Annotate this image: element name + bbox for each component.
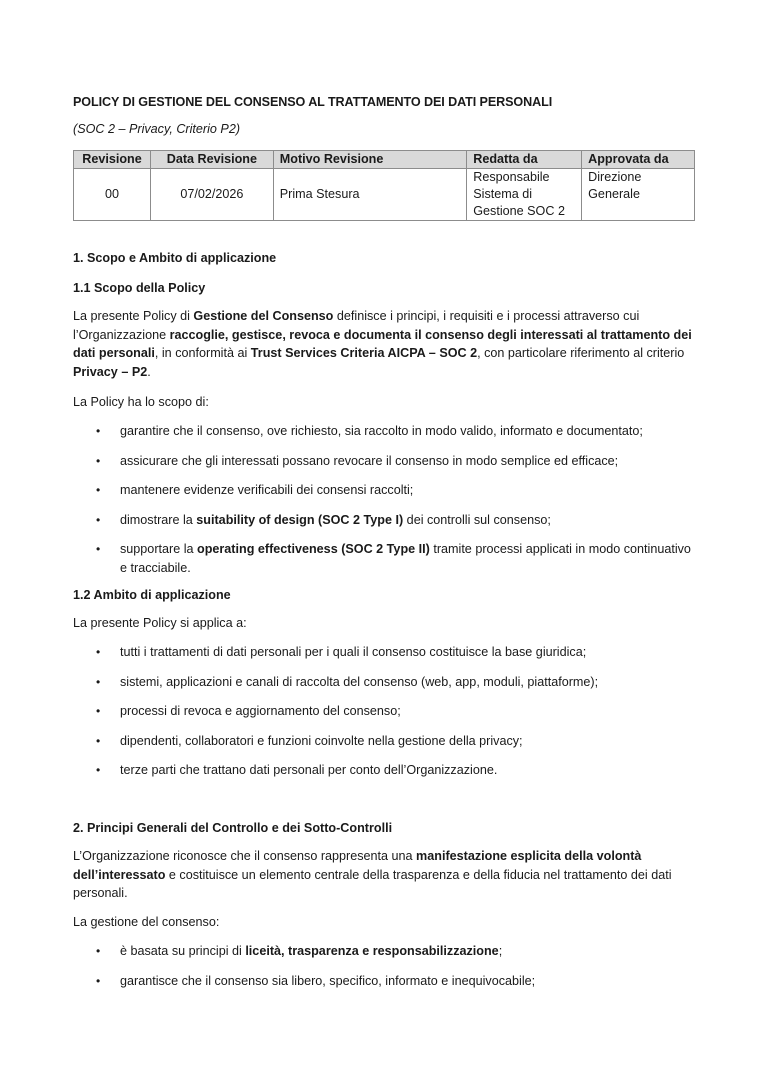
list-item	[73, 972, 698, 991]
text-run: dimostrare la	[120, 512, 197, 527]
text-run: e costituisce un elemento centrale della trasparenza e della fiducia nel trattamento dei dati personali.	[73, 867, 672, 900]
list-item	[73, 942, 698, 961]
bullet-icon: •	[96, 733, 101, 748]
list-item	[73, 673, 698, 692]
bold-run: operating effectiveness (SOC 2 Type II)	[197, 542, 430, 556]
revision-table	[73, 150, 695, 221]
text-run: è basata su principi di	[120, 944, 246, 958]
principles-list	[73, 942, 698, 990]
scope-list	[73, 422, 698, 577]
section-2-intro: La gestione del consenso:	[73, 915, 220, 929]
list-item	[73, 422, 698, 441]
bold-run: Gestione del Consenso	[193, 309, 334, 323]
list-item	[73, 643, 698, 662]
list-item-text: sistemi, applicazioni e canali di raccolta del consenso (web, app, moduli, piattaforme);	[120, 674, 599, 689]
text-run: L’Organizzazione riconosce che il consenso rappresenta una	[73, 849, 417, 863]
bullet-icon: •	[96, 704, 101, 718]
list-item	[73, 702, 698, 721]
list-item-text: processi di revoca e aggiornamento del consenso;	[120, 704, 401, 718]
list-item	[73, 481, 698, 500]
text-run: , con particolare riferimento al criterio	[477, 346, 685, 360]
section-1-1-heading: 1.1 Scopo della Policy	[73, 281, 206, 295]
bold-run: raccoglie, gestisce, revoca e documenta il consenso degli interessati al trattamento dei dati personali	[73, 327, 692, 360]
list-item	[73, 732, 698, 751]
list-item-text: tutti i trattamenti di dati personali per i quali il consenso costituisce la base giuridica;	[120, 645, 587, 659]
list-item	[73, 452, 698, 471]
cell-line: Direzione	[588, 170, 642, 184]
document-subtitle: (SOC 2 – Privacy, Criterio P2)	[73, 122, 241, 136]
bold-run: Privacy – P2	[73, 364, 148, 379]
cell-line: Sistema di	[473, 187, 533, 201]
bold-run: manifestazione esplicita della volontà dell’interessato	[73, 849, 642, 882]
cell-line: Generale	[588, 187, 640, 201]
list-item-text: dipendenti, collaboratori e funzioni coinvolte nella gestione della privacy;	[120, 733, 523, 748]
bullet-icon: •	[96, 483, 101, 497]
applicability-list	[73, 643, 698, 780]
cell-revisione: 00	[74, 169, 151, 221]
text-run: dei controlli sul consenso;	[403, 512, 551, 527]
cell-data-revisione: 07/02/2026	[150, 169, 273, 221]
bullet-icon: •	[96, 512, 101, 527]
header-redatta-da: Redatta da	[467, 151, 582, 169]
bullet-icon: •	[96, 674, 101, 689]
cell-redatta-da	[467, 169, 582, 221]
text-run: .	[147, 364, 151, 379]
document-title: POLICY DI GESTIONE DEL CONSENSO AL TRATTAMENTO DEI DATI PERSONALI	[73, 95, 553, 109]
list-item-text: assicurare che gli interessati possano revocare il consenso in modo semplice ed efficace;	[120, 453, 619, 468]
cell-line: Responsabile	[473, 170, 550, 184]
section-2-heading: 2. Principi Generali del Controllo e dei Sotto-Controlli	[73, 821, 393, 835]
text-run: tramite processi applicati in modo continuativo e tracciabile.	[120, 542, 691, 575]
revision-table-header-row	[74, 151, 695, 169]
list-item-text: garantisce che il consenso sia libero, specifico, informato e inequivocabile;	[120, 973, 536, 988]
text-run: definisce i principi, i requisiti e i processi attraverso cui l’Organizzazione	[73, 309, 640, 342]
bullet-icon: •	[96, 645, 101, 659]
list-item-text: terze parti che trattano dati personali per conto dell’Organizzazione.	[120, 763, 498, 777]
bold-run: liceità, trasparenza e responsabilizzazione	[245, 944, 499, 958]
bullet-icon: •	[96, 944, 101, 958]
list-item	[73, 540, 698, 577]
text-run: ;	[498, 944, 503, 958]
bullet-icon: •	[96, 542, 101, 556]
list-item-text: mantenere evidenze verificabili dei consensi raccolti;	[120, 483, 414, 497]
section-1-1-intro: La Policy ha lo scopo di:	[73, 395, 209, 409]
list-item	[73, 761, 698, 780]
header-motivo-revisione: Motivo Revisione	[273, 151, 466, 169]
header-data-revisione: Data Revisione	[150, 151, 273, 169]
bullet-icon: •	[96, 973, 101, 988]
bullet-icon: •	[96, 424, 101, 438]
header-revisione: Revisione	[74, 151, 151, 169]
bold-run: suitability of design (SOC 2 Type I)	[196, 512, 404, 527]
bullet-icon: •	[96, 453, 101, 468]
cell-line: Gestione SOC 2	[473, 204, 565, 218]
cell-approvata-da	[582, 169, 695, 221]
bullet-icon: •	[96, 763, 101, 777]
section-1-1-paragraph	[73, 307, 698, 381]
list-item	[73, 511, 698, 530]
text-run: , in conformità ai	[154, 346, 251, 360]
section-1-heading: 1. Scopo e Ambito di applicazione	[73, 251, 277, 265]
cell-motivo-revisione: Prima Stesura	[273, 169, 466, 221]
section-1-2-intro: La presente Policy si applica a:	[73, 616, 247, 630]
text-run: La presente Policy di	[73, 309, 194, 323]
list-item-text: garantire che il consenso, ove richiesto, sia raccolto in modo valido, informato e documentato;	[120, 424, 643, 438]
header-approvata-da: Approvata da	[582, 151, 695, 169]
section-1-2-heading: 1.2 Ambito di applicazione	[73, 588, 231, 602]
section-2-paragraph	[73, 847, 698, 903]
table-row	[74, 169, 695, 221]
text-run: supportare la	[120, 542, 198, 556]
bold-run: Trust Services Criteria AICPA – SOC 2	[250, 346, 478, 360]
